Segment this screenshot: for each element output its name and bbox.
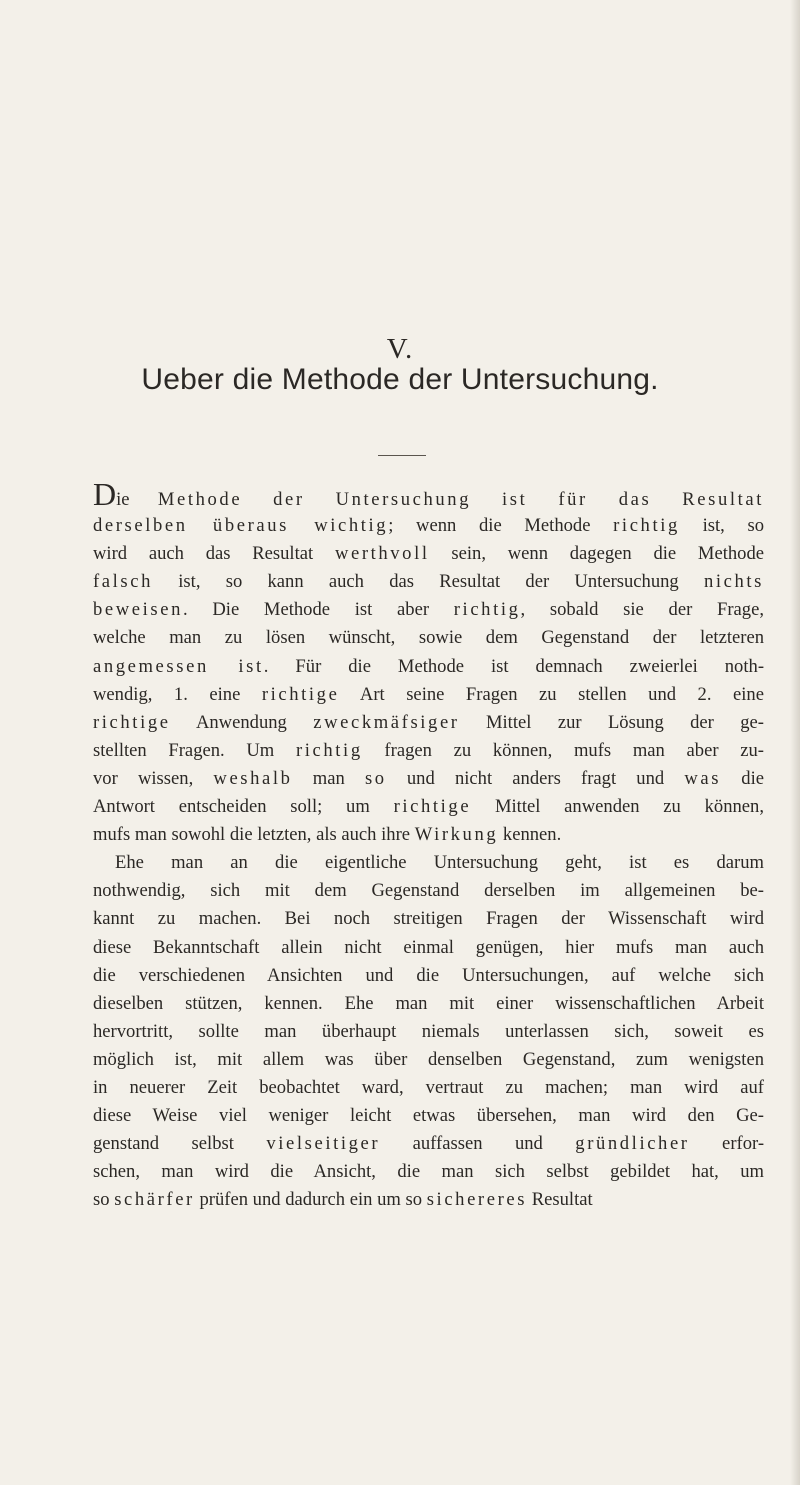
initial-letter: D	[93, 476, 117, 512]
text-segment: Antwort entscheiden soll; um	[93, 796, 394, 818]
text-segment: die	[721, 767, 764, 789]
text-line	[93, 568, 764, 596]
text-segment: Ehe man an die eigentliche Untersuchung geht, ist es darum	[115, 852, 764, 874]
divider-rule	[378, 455, 426, 456]
spaced-emphasis: angemessen ist	[93, 655, 264, 677]
text-segment: prüfen und dadurch ein um so	[194, 1189, 427, 1211]
text-segment: ist, so kann auch das Resultat der Untersuchung	[153, 571, 704, 593]
text-line	[93, 1102, 764, 1130]
spaced-emphasis: derselben überaus wichtig	[93, 515, 389, 537]
text-line	[93, 849, 764, 877]
text-line	[93, 653, 764, 681]
spaced-emphasis: zweckmäfsiger	[313, 711, 460, 733]
text-segment: ie	[116, 489, 158, 510]
text-segment: erfor-	[689, 1133, 765, 1155]
text-segment: sein, wenn dagegen die Methode	[429, 543, 765, 565]
text-segment: die verschiedenen Ansichten und die Untersuchungen, auf welche sich	[93, 964, 764, 986]
text-segment: möglich ist, mit allem was über denselben Gegenstand, zum wenigsten	[93, 1048, 764, 1070]
text-line	[93, 512, 764, 540]
text-line	[93, 1074, 764, 1102]
text-line	[93, 1046, 764, 1074]
text-segment: schen, man wird die Ansicht, die man sich selbst gebildet hat, um	[93, 1161, 764, 1183]
text-segment: wendig, 1. eine	[93, 683, 262, 705]
spaced-emphasis: sichereres	[426, 1189, 528, 1211]
text-line	[93, 709, 764, 737]
spaced-emphasis: beweisen	[93, 599, 183, 621]
text-segment: ; wenn die Methode	[388, 515, 614, 537]
page-edge-shadow	[790, 0, 800, 1485]
text-segment: kannt zu machen. Bei noch streitigen Fragen der Wissenschaft wird	[93, 908, 764, 930]
spaced-emphasis: falsch	[93, 571, 153, 593]
text-segment: wird auch das Resultat	[93, 543, 335, 565]
text-segment: auffassen und	[380, 1133, 576, 1155]
spaced-emphasis: richtig	[453, 599, 521, 621]
text-segment: man	[292, 767, 365, 789]
text-segment: hervortritt, sollte man überhaupt niemals unterlassen sich, soweit es	[93, 1020, 764, 1042]
text-line	[93, 765, 764, 793]
chapter-title: Ueber die Methode der Untersuchung.	[141, 363, 659, 396]
text-line	[93, 681, 764, 709]
spaced-emphasis: so	[364, 767, 387, 789]
text-segment: . Für die Methode ist demnach zweierlei noth-	[263, 655, 765, 677]
spaced-emphasis: richtige	[93, 711, 171, 733]
text-line	[93, 476, 764, 512]
text-line	[93, 737, 764, 765]
spaced-emphasis: vielseitiger	[266, 1133, 381, 1155]
text-segment: in neuerer Zeit beobachtet ward, vertraut zu machen; man wird auf	[93, 1076, 764, 1098]
spaced-emphasis: schärfer	[114, 1189, 195, 1211]
spaced-emphasis: Methode der Untersuchung ist für das Resultat	[157, 489, 764, 510]
text-segment: mufs man sowohl die letzten, als auch ihre	[93, 824, 415, 846]
text-line	[93, 821, 764, 849]
text-line	[93, 540, 764, 568]
spaced-emphasis: richtige	[261, 683, 340, 705]
text-segment: stellten Fragen. Um	[93, 739, 296, 761]
text-segment: dieselben stützen, kennen. Ehe man mit einer wissenschaftlichen Arbeit	[93, 992, 764, 1014]
text-segment: genstand selbst	[93, 1133, 267, 1155]
text-line	[93, 1130, 764, 1158]
text-segment: und nicht anders fragt und	[386, 767, 685, 789]
text-segment: vor wissen,	[93, 767, 214, 789]
text-segment: nothwendig, sich mit dem Gegenstand derselben im allgemeinen be-	[93, 880, 764, 902]
text-segment: so	[93, 1189, 115, 1211]
spaced-emphasis: gründlicher	[575, 1133, 690, 1155]
chapter-number: V.	[386, 333, 414, 365]
text-line	[93, 877, 764, 905]
spaced-emphasis: Wirkung	[414, 824, 499, 846]
text-segment: ist, so	[679, 515, 764, 537]
text-segment: Anwendung	[170, 711, 314, 733]
text-line	[93, 1158, 764, 1186]
spaced-emphasis: richtig	[295, 739, 363, 761]
text-line	[93, 934, 764, 962]
text-segment: Mittel anwenden zu können,	[471, 796, 765, 818]
text-line	[93, 596, 764, 624]
text-line	[93, 962, 764, 990]
text-segment: welche man zu lösen wünscht, sowie dem Gegenstand der letzteren	[93, 627, 764, 649]
text-segment: diese Weise viel weniger leicht etwas übersehen, man wird den Ge-	[93, 1105, 764, 1127]
text-segment: Mittel zur Lösung der ge-	[459, 711, 764, 733]
text-line	[93, 990, 764, 1018]
text-segment: fragen zu können, mufs man aber zu-	[362, 739, 764, 761]
body-text	[93, 476, 765, 1214]
text-segment: Resultat	[527, 1189, 593, 1211]
spaced-emphasis: werthvoll	[334, 543, 430, 565]
text-segment: . Die Methode ist aber	[182, 599, 454, 621]
text-line	[93, 1018, 764, 1046]
spaced-emphasis: weshalb	[213, 767, 293, 789]
text-line	[93, 793, 764, 821]
text-segment: , sobald sie der Frage,	[520, 599, 764, 621]
spaced-emphasis: was	[684, 767, 722, 789]
text-segment: kennen.	[498, 824, 562, 846]
spaced-emphasis: richtig	[613, 515, 680, 537]
text-line	[93, 624, 764, 652]
text-segment: Art seine Fragen zu stellen und 2. eine	[339, 683, 764, 705]
text-segment: diese Bekanntschaft allein nicht einmal genügen, hier mufs man auch	[93, 936, 764, 958]
spaced-emphasis: nichts	[703, 571, 764, 593]
spaced-emphasis: richtige	[393, 796, 472, 818]
text-line	[93, 1186, 764, 1214]
text-line	[93, 905, 764, 933]
